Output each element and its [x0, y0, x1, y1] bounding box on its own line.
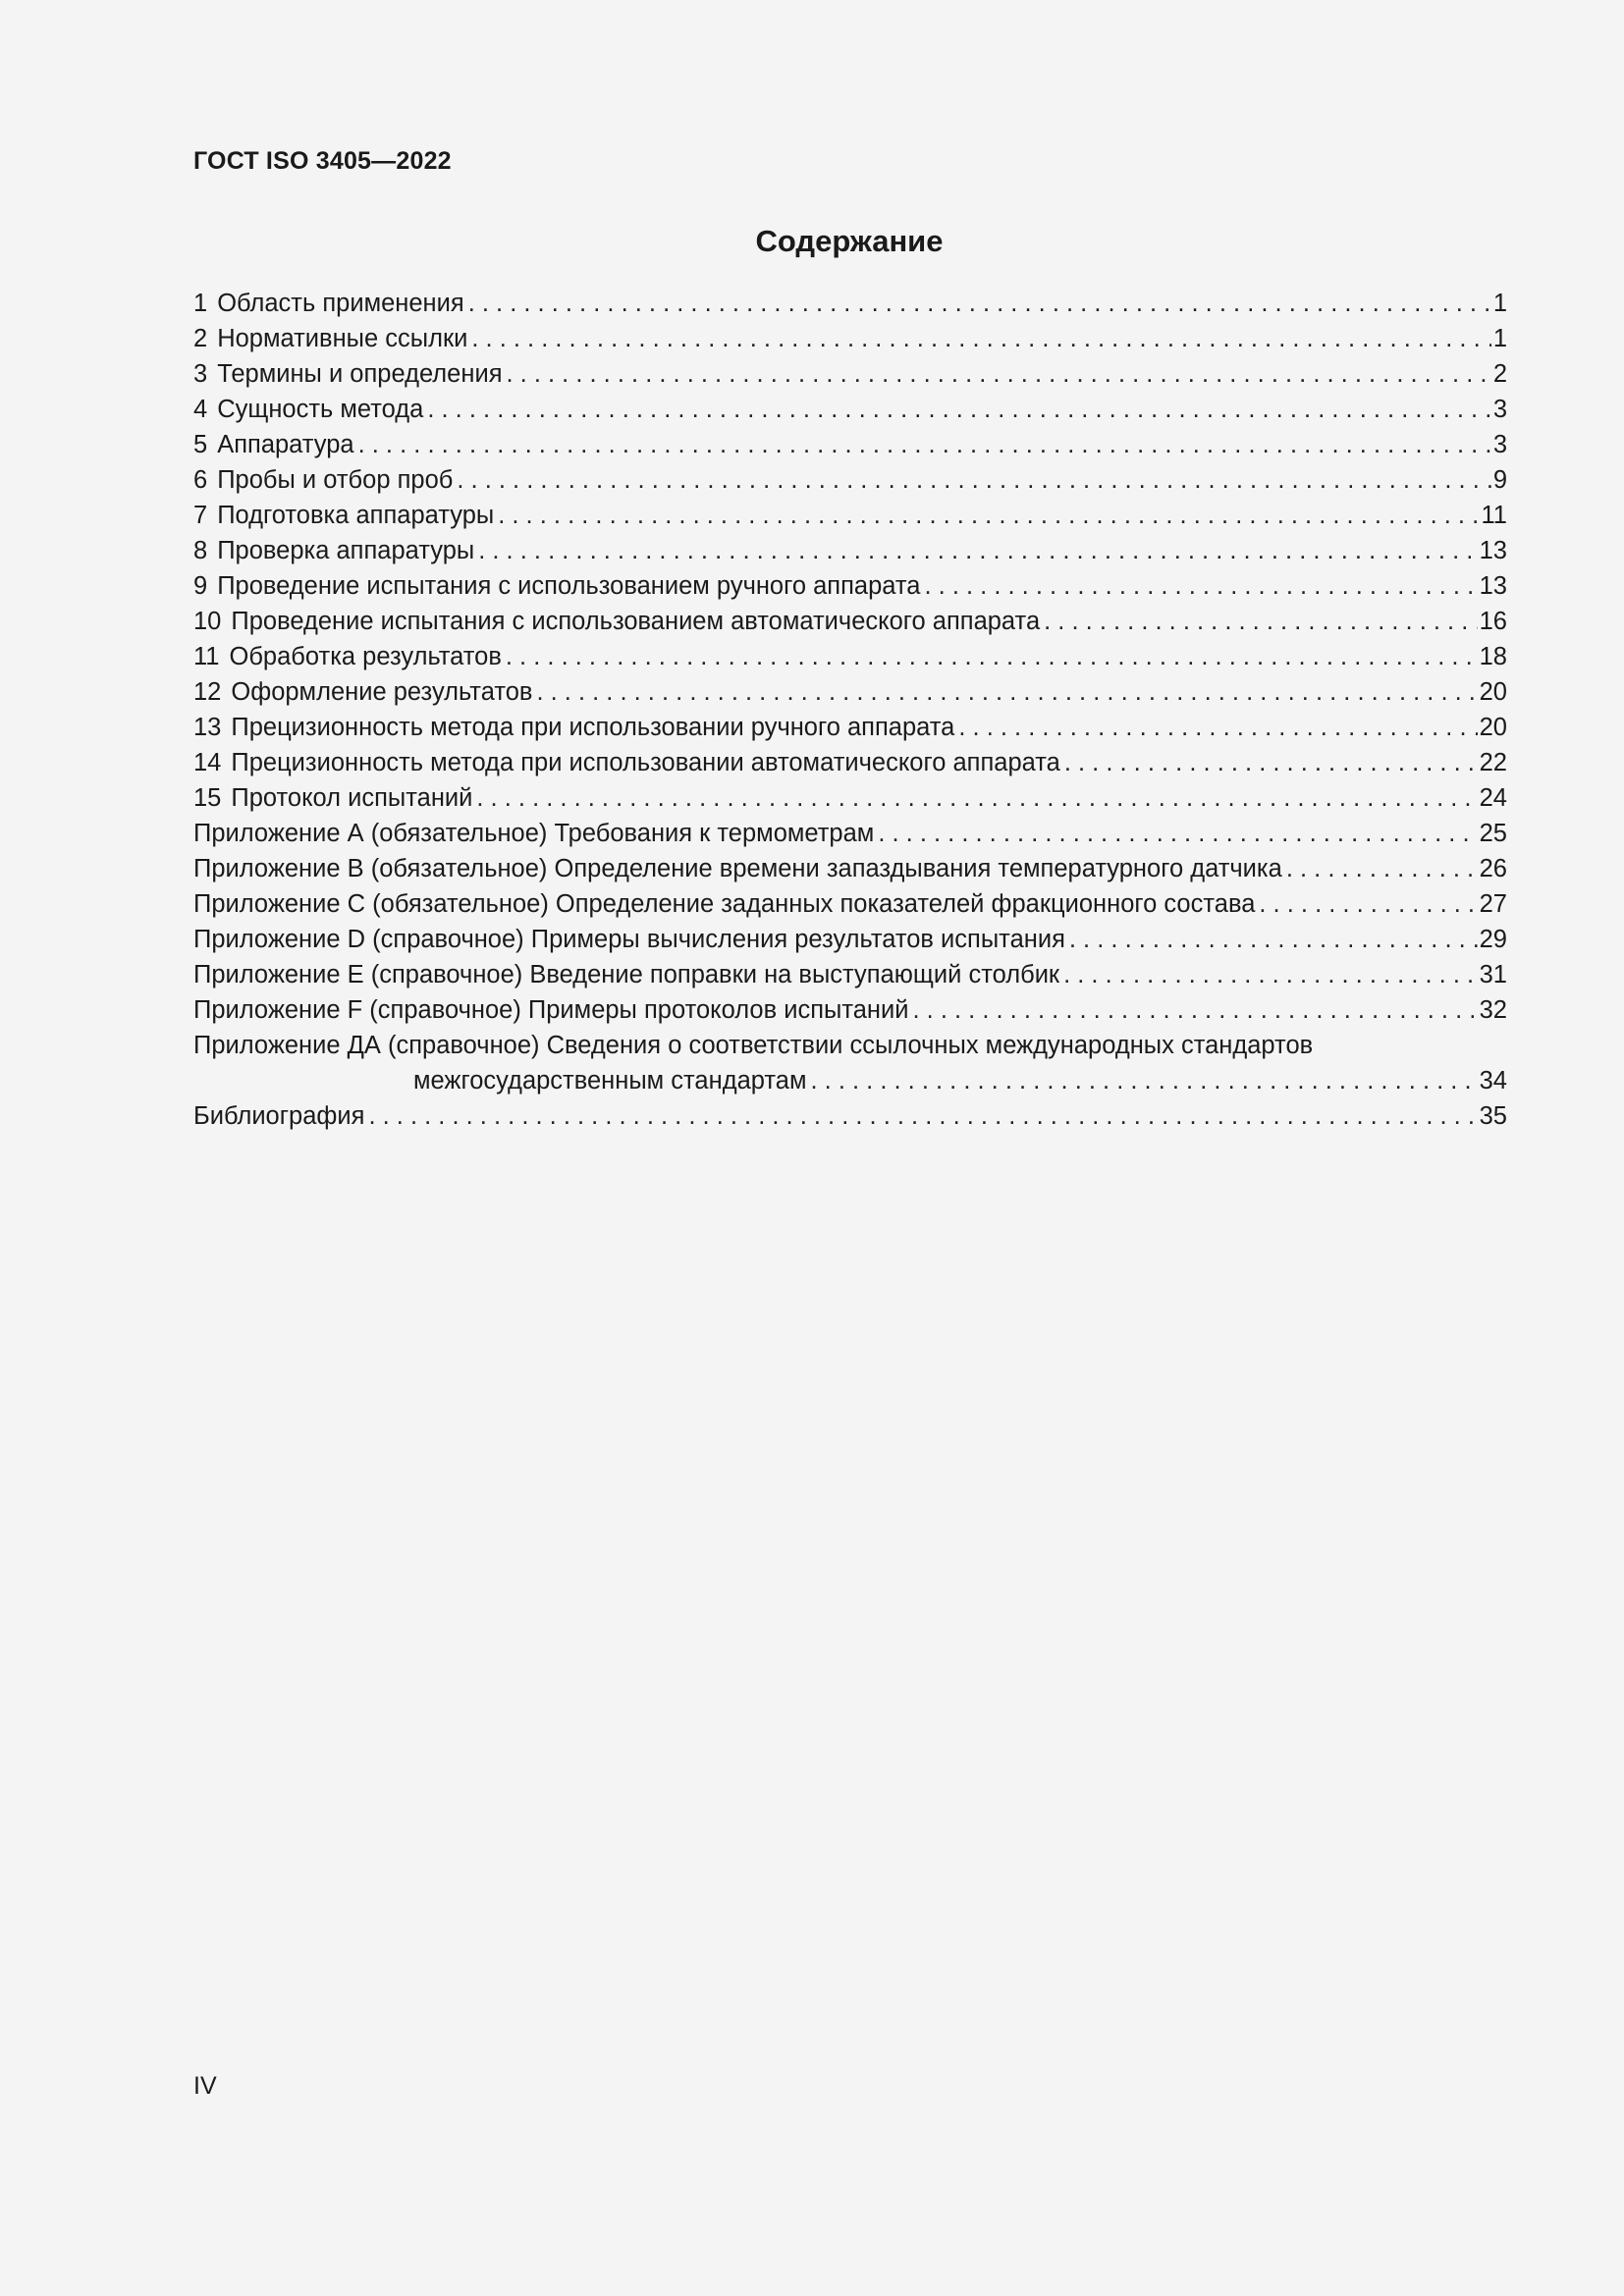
toc-leader-dots: [912, 992, 1477, 1028]
toc-annex-entry[interactable]: [193, 957, 1507, 992]
toc-entry[interactable]: [193, 392, 1507, 427]
toc-annex-da-heading[interactable]: [193, 1028, 1507, 1063]
toc-entry-label: Пробы и отбор проб: [217, 466, 454, 494]
toc-leader-dots: [1259, 886, 1477, 922]
toc-annex-label: Приложение Е (справочное) Введение поправки на выступающий столбик: [193, 961, 1060, 988]
toc-leader-dots: [1044, 604, 1477, 639]
toc-entry-number: 13: [193, 714, 222, 741]
toc-entry-page: 31: [1479, 961, 1507, 988]
toc-entry-page: 13: [1479, 572, 1507, 600]
toc-annex-da-continuation[interactable]: [193, 1063, 1507, 1098]
toc-leader-dots: [471, 321, 1490, 356]
toc-entry-number: 9: [193, 572, 208, 600]
toc-annex-entry[interactable]: [193, 851, 1507, 886]
toc-entry-number: 3: [193, 360, 208, 388]
toc-leader-dots: [536, 674, 1477, 710]
toc-leader-dots: [498, 498, 1479, 533]
toc-entry-page: 24: [1479, 784, 1507, 812]
toc-entry-number: 8: [193, 537, 208, 564]
toc-entry-page: 18: [1479, 643, 1507, 670]
toc-bibliography-entry[interactable]: [193, 1098, 1507, 1134]
toc-entry-label: Проведение испытания с использованием автоматического аппарата: [231, 608, 1041, 635]
toc-leader-dots: [1069, 922, 1478, 957]
toc-entry-label: Аппаратура: [217, 431, 354, 458]
toc-entry-page: 35: [1479, 1102, 1507, 1130]
toc-entry[interactable]: [193, 356, 1507, 392]
toc-entry-label: Прецизионность метода при использовании автоматического аппарата: [231, 749, 1060, 776]
toc-entry-number: 10: [193, 608, 222, 635]
toc-entry[interactable]: [193, 498, 1507, 533]
toc-entry-number: 14: [193, 749, 222, 776]
toc-entry-page: 3: [1492, 396, 1507, 423]
toc-annex-label: Приложение F (справочное) Примеры протоколов испытаний: [193, 996, 909, 1024]
toc-entry-number: 15: [193, 784, 222, 812]
toc-entry-page: 34: [1479, 1067, 1507, 1095]
toc-entry[interactable]: [193, 286, 1507, 321]
toc-leader-dots: [457, 462, 1490, 498]
toc-leader-dots: [476, 780, 1477, 816]
toc-entry-page: 32: [1479, 996, 1507, 1024]
toc-entry[interactable]: [193, 674, 1507, 710]
toc-entry-number: 4: [193, 396, 208, 423]
toc-annex-label: Приложение А (обязательное) Требования к термометрам: [193, 820, 875, 847]
toc-entry-label: Протокол испытаний: [231, 784, 473, 812]
toc-leader-dots: [506, 639, 1478, 674]
toc-leader-dots: [1063, 957, 1478, 992]
toc-leader-dots: [810, 1063, 1477, 1098]
toc-entry-page: 22: [1479, 749, 1507, 776]
toc-entry[interactable]: [193, 780, 1507, 816]
toc-annex-label: Приложение В (обязательное) Определение времени запаздывания температурного датчика: [193, 855, 1282, 882]
toc-leader-dots: [468, 286, 1491, 321]
toc-entry-page: 20: [1479, 714, 1507, 741]
toc-entry-label: Подготовка аппаратуры: [217, 502, 495, 529]
toc-entry-page: 2: [1492, 360, 1507, 388]
toc-entry-page: 1: [1492, 290, 1507, 317]
toc-leader-dots: [958, 710, 1477, 745]
toc-entry-page: 25: [1479, 820, 1507, 847]
toc-leader-dots: [368, 1098, 1477, 1134]
toc-entry[interactable]: [193, 427, 1507, 462]
document-code: ГОСТ ISO 3405—2022: [193, 147, 452, 175]
toc-entry-page: 1: [1492, 325, 1507, 352]
toc-entry-label: Сущность метода: [217, 396, 424, 423]
toc-annex-entry[interactable]: [193, 816, 1507, 851]
toc-entry-page: 20: [1479, 678, 1507, 706]
toc-entry[interactable]: [193, 604, 1507, 639]
toc-entry-number: 6: [193, 466, 208, 494]
toc-entry[interactable]: [193, 321, 1507, 356]
toc-entry[interactable]: [193, 710, 1507, 745]
toc-annex-entry[interactable]: [193, 922, 1507, 957]
toc-entry-page: 27: [1479, 890, 1507, 918]
toc-entry-label: Термины и определения: [217, 360, 503, 388]
toc-entry-label: Проверка аппаратуры: [217, 537, 475, 564]
toc-entry-label: Проведение испытания с использованием ручного аппарата: [217, 572, 921, 600]
toc-leader-dots: [358, 427, 1491, 462]
toc-title: Содержание: [755, 224, 944, 258]
toc-leader-dots: [1286, 851, 1478, 886]
toc-entry-label: Прецизионность метода при использовании ручного аппарата: [231, 714, 955, 741]
toc-entry-label: Обработка результатов: [229, 643, 502, 670]
toc-bibliography-label: Библиография: [193, 1102, 365, 1130]
toc-entry-page: 9: [1492, 466, 1507, 494]
toc-entry-page: 3: [1492, 431, 1507, 458]
toc-entry-page: 11: [1481, 502, 1507, 529]
toc-annex-entry[interactable]: [193, 992, 1507, 1028]
toc-annex-label: Приложение С (обязательное) Определение заданных показателей фракционного состава: [193, 890, 1256, 918]
toc-annex-label: Приложение ДА (справочное) Сведения о соответствии ссылочных международных стандартов: [193, 1032, 1314, 1059]
toc-leader-dots: [427, 392, 1490, 427]
toc-annex-label: Приложение D (справочное) Примеры вычисления результатов испытания: [193, 926, 1065, 953]
toc-entry-number: 7: [193, 502, 208, 529]
toc-entry-page: 16: [1479, 608, 1507, 635]
toc-entry-page: 13: [1479, 537, 1507, 564]
toc-leader-dots: [924, 568, 1477, 604]
toc-leader-dots: [878, 816, 1477, 851]
toc-annex-label-continued: межгосударственным стандартам: [413, 1067, 807, 1095]
page-number: IV: [193, 2072, 217, 2100]
toc-entry-page: 26: [1479, 855, 1507, 882]
toc-entry-label: Оформление результатов: [231, 678, 533, 706]
toc-leader-dots: [478, 533, 1477, 568]
toc-entry-number: 12: [193, 678, 222, 706]
toc-entry[interactable]: [193, 745, 1507, 780]
toc-entry[interactable]: [193, 533, 1507, 568]
table-of-contents: [193, 286, 1507, 1134]
toc-entry[interactable]: [193, 462, 1507, 498]
toc-entry-label: Область применения: [217, 290, 464, 317]
toc-entry-number: 1: [193, 290, 208, 317]
toc-entry-number: 11: [193, 643, 220, 670]
toc-leader-dots: [507, 356, 1491, 392]
toc-entry[interactable]: [193, 568, 1507, 604]
toc-entry[interactable]: [193, 639, 1507, 674]
toc-annex-entry[interactable]: [193, 886, 1507, 922]
toc-leader-dots: [1064, 745, 1478, 780]
toc-entry-page: 29: [1479, 926, 1507, 953]
toc-entry-number: 5: [193, 431, 208, 458]
toc-entry-number: 2: [193, 325, 208, 352]
toc-entry-label: Нормативные ссылки: [217, 325, 468, 352]
